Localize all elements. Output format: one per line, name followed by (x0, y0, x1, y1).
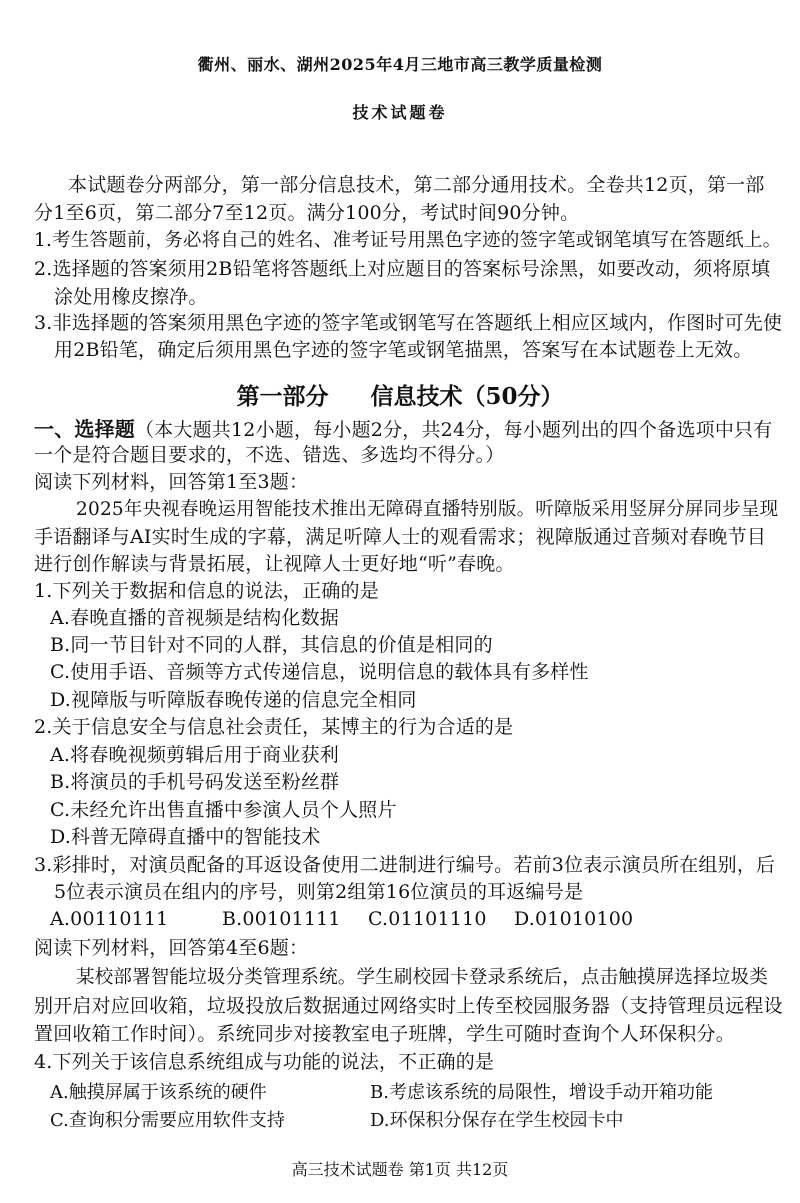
instruction-3: 3.非选择题的答案须用黑色字迹的签字笔或钢笔写在答题纸上相应区域内，作图时可先使 (34, 312, 783, 334)
q3-option-d: D.01010100 (514, 908, 634, 930)
q2-option-d: D.科普无障碍直播中的智能技术 (50, 826, 321, 848)
choice-header-text: （本大题共12小题，每小题2分，共24分，每小题列出的四个备选项中只有 (135, 419, 773, 441)
choice-header-label: 一、选择题 (34, 417, 135, 441)
instruction-2: 2.选择题的答案须用2B铅笔将答题纸上对应题目的答案标号涂黑，如要改动，须将原填 (34, 258, 771, 280)
q2-option-c: C.未经允许出售直播中参演人员个人照片 (50, 799, 397, 821)
instruction-2-cont: 涂处用橡皮擦净。 (54, 286, 208, 308)
material-1-line-3: 进行创作解读与背景拓展，让视障人士更好地“听”春晚。 (34, 553, 515, 575)
q1-option-b: B.同一节目针对不同的人群，其信息的价值是相同的 (50, 634, 493, 656)
section-part: 第一部分 (236, 383, 329, 410)
section-name: 信息技术（50分） (370, 383, 564, 410)
q3-stem-1: 3.彩排时，对演员配备的耳返设备使用二进制进行编号。若前3位表示演员所在组别，后 (34, 854, 776, 876)
exam-title: 衢州、丽水、湖州2025年4月三地市高三教学质量检测 (197, 55, 603, 74)
q4-stem: 4.下列关于该信息系统组成与功能的说法，不正确的是 (34, 1051, 495, 1073)
q4-option-c: C.查询积分需要应用软件支持 (50, 1110, 285, 1131)
material-1-line-1: 2025年央视春晚运用智能技术推出无障碍直播特别版。听障版采用竖屏分屏同步呈现 (76, 499, 779, 520)
q2-option-a: A.将春晚视频剪辑后用于商业获利 (50, 744, 339, 766)
q4-option-b: B.考虑该系统的局限性，增设手动开箱功能 (370, 1082, 713, 1103)
instruction-1: 1.考生答题前，务必将自己的姓名、准考证号用黑色字迹的签字笔或钢笔填写在答题纸上。 (34, 230, 782, 251)
intro-line-1: 本试题卷分两部分，第一部分信息技术，第二部分通用技术。全卷共12页，第一部 (68, 174, 765, 196)
q3-stem-2: 5位表示演员在组内的序号，则第2组第16位演员的耳返编号是 (54, 881, 584, 903)
choice-header-line-1 (34, 416, 772, 443)
q2-stem: 2.关于信息安全与信息社会责任，某博主的行为合适的是 (34, 716, 514, 738)
q1-stem: 1.下列关于数据和信息的说法，正确的是 (34, 580, 379, 602)
instruction-3-cont: 用2B铅笔，确定后须用黑色字迹的签字笔或钢笔描黑，答案写在本试题卷上无效。 (54, 339, 753, 361)
q3-option-c: C.01101110 (368, 908, 487, 930)
section-heading (0, 378, 800, 411)
choice-header-line-2: 一个是符合题目要求的，不选、错选、多选均不得分。） (34, 444, 505, 466)
q4-option-d: D.环保积分保存在学生校园卡中 (370, 1110, 624, 1131)
q1-option-a: A.春晚直播的音视频是结构化数据 (50, 607, 339, 629)
material-2-lead: 阅读下列材料，回答第4至6题： (34, 937, 309, 959)
page-footer: 高三技术试题卷 第1页 共12页 (291, 1160, 509, 1179)
q2-option-b: B.将演员的手机号码发送至粉丝群 (50, 771, 340, 793)
q1-option-d: D.视障版与听障版春晚传递的信息完全相同 (50, 689, 417, 711)
material-2-line-3: 置回收箱工作时间）。系统同步对接教室电子班牌，学生可随时查询个人环保积分。 (34, 1023, 735, 1045)
q3-option-b: B.00101111 (222, 908, 341, 930)
q1-option-c: C.使用手语、音频等方式传递信息，说明信息的载体具有多样性 (50, 661, 589, 683)
exam-subtitle: 技术试题卷 (352, 103, 448, 122)
intro-line-2: 分1至6页，第二部分7至12页。满分100分，考试时间90分钟。 (34, 202, 580, 224)
material-1-lead: 阅读下列材料，回答第1至3题： (34, 471, 309, 493)
q3-option-a: A.00110111 (50, 908, 169, 930)
material-2-line-1: 某校部署智能垃圾分类管理系统。学生刷校园卡登录系统后，点击触摸屏选择垃圾类 (76, 967, 768, 988)
q4-option-a: A.触摸屏属于该系统的硬件 (50, 1082, 267, 1103)
material-1-line-2: 手语翻译与AI实时生成的字幕，满足听障人士的观看需求；视障版通过音频对春晚节目 (34, 526, 767, 548)
material-2-line-2: 别开启对应回收箱，垃圾投放后数据通过网络实时上传至校园服务器（支持管理员远程设 (34, 995, 783, 1017)
